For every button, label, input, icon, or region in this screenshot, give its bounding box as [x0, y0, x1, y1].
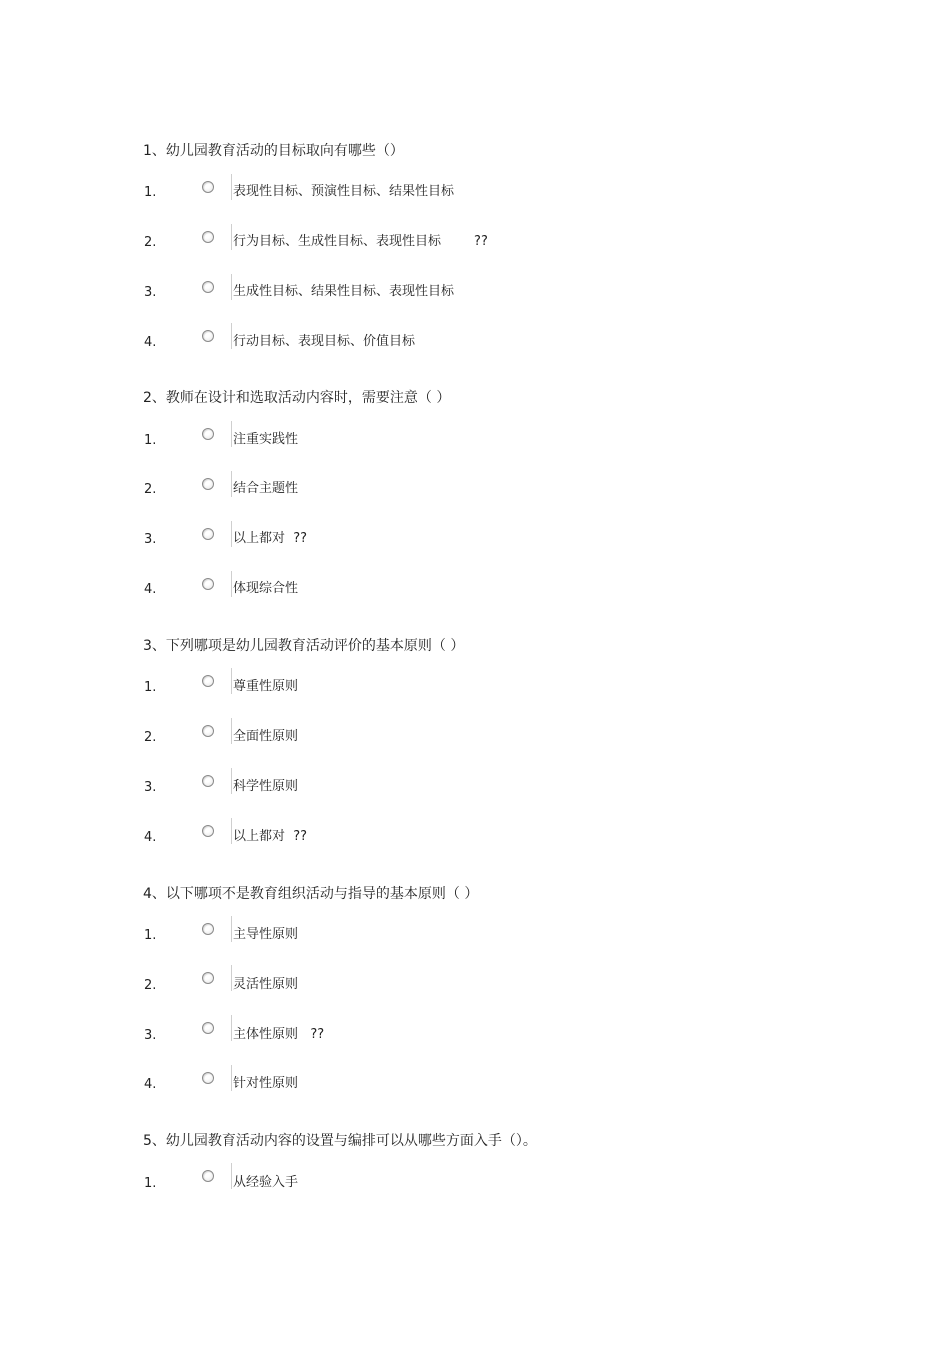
radio-circle-icon: [202, 675, 214, 687]
radio-button[interactable]: [200, 178, 216, 194]
option-label: 注重实践性: [233, 432, 299, 447]
radio-circle-icon: [202, 428, 214, 440]
option-number: 1.: [144, 680, 157, 695]
radio-circle-icon: [202, 972, 214, 984]
radio-circle-icon: [202, 231, 214, 243]
radio-circle-icon: [202, 528, 214, 540]
option-number: 4.: [144, 830, 157, 845]
option-number: 1.: [144, 928, 157, 943]
question-5-title: 5、幼儿园教育活动内容的设置与编排可以从哪些方面入手（）。: [143, 1133, 537, 1149]
option-label: 科学性原则: [233, 779, 299, 794]
radio-circle-icon: [202, 775, 214, 787]
question-4-title: 4、以下哪项不是教育组织活动与指导的基本原则（ ）: [143, 886, 479, 902]
radio-circle-icon: [202, 330, 214, 342]
radio-circle-icon: [202, 181, 214, 193]
question-2-title: 2、教师在设计和选取活动内容时，需要注意（ ）: [143, 390, 451, 406]
option-label: 针对性原则: [233, 1076, 299, 1091]
option-label: 以上都对 ??: [233, 829, 308, 844]
radio-button[interactable]: [200, 920, 216, 936]
option-number: 1.: [144, 1176, 157, 1191]
option-number: 4.: [144, 582, 157, 597]
radio-circle-icon: [202, 825, 214, 837]
option-label: 以上都对 ??: [233, 531, 308, 546]
radio-circle-icon: [202, 725, 214, 737]
radio-button[interactable]: [200, 722, 216, 738]
option-number: 2.: [144, 482, 157, 497]
radio-button[interactable]: [200, 228, 216, 244]
radio-button[interactable]: [200, 1069, 216, 1085]
option-label: 全面性原则: [233, 729, 299, 744]
option-number: 4.: [144, 1077, 157, 1092]
option-number: 3.: [144, 285, 157, 300]
option-number: 1.: [144, 185, 157, 200]
radio-button[interactable]: [200, 327, 216, 343]
option-label: 结合主题性: [233, 481, 299, 496]
option-label: 尊重性原则: [233, 679, 299, 694]
option-number: 3.: [144, 780, 157, 795]
option-label: 体现综合性: [233, 581, 299, 596]
radio-circle-icon: [202, 1072, 214, 1084]
option-number: 1.: [144, 433, 157, 448]
option-number: 3.: [144, 1028, 157, 1043]
radio-button[interactable]: [200, 425, 216, 441]
option-number: 2.: [144, 730, 157, 745]
radio-button[interactable]: [200, 1019, 216, 1035]
radio-circle-icon: [202, 1022, 214, 1034]
option-label: 生成性目标、结果性目标、表现性目标: [233, 284, 455, 299]
option-label: 从经验入手: [233, 1175, 299, 1190]
radio-circle-icon: [202, 578, 214, 590]
radio-button[interactable]: [200, 475, 216, 491]
radio-button[interactable]: [200, 672, 216, 688]
radio-button[interactable]: [200, 278, 216, 294]
option-number: 2.: [144, 978, 157, 993]
radio-button[interactable]: [200, 822, 216, 838]
radio-button[interactable]: [200, 1167, 216, 1183]
question-3-title: 3、下列哪项是幼儿园教育活动评价的基本原则（ ）: [143, 638, 465, 654]
option-label: 表现性目标、预演性目标、结果性目标: [233, 184, 455, 199]
radio-button[interactable]: [200, 969, 216, 985]
question-1-title: 1、幼儿园教育活动的目标取向有哪些（）: [143, 143, 404, 159]
option-label: 主体性原则 ??: [233, 1027, 325, 1042]
option-number: 2.: [144, 235, 157, 250]
radio-circle-icon: [202, 923, 214, 935]
option-label: 行为目标、生成性目标、表现性目标 ??: [233, 234, 488, 249]
option-label: 主导性原则: [233, 927, 299, 942]
option-number: 3.: [144, 532, 157, 547]
option-label: 灵活性原则: [233, 977, 299, 992]
radio-button[interactable]: [200, 575, 216, 591]
radio-button[interactable]: [200, 525, 216, 541]
option-label: 行动目标、表现目标、价值目标: [233, 334, 416, 349]
radio-button[interactable]: [200, 772, 216, 788]
option-number: 4.: [144, 335, 157, 350]
radio-circle-icon: [202, 1170, 214, 1182]
radio-circle-icon: [202, 478, 214, 490]
radio-circle-icon: [202, 281, 214, 293]
